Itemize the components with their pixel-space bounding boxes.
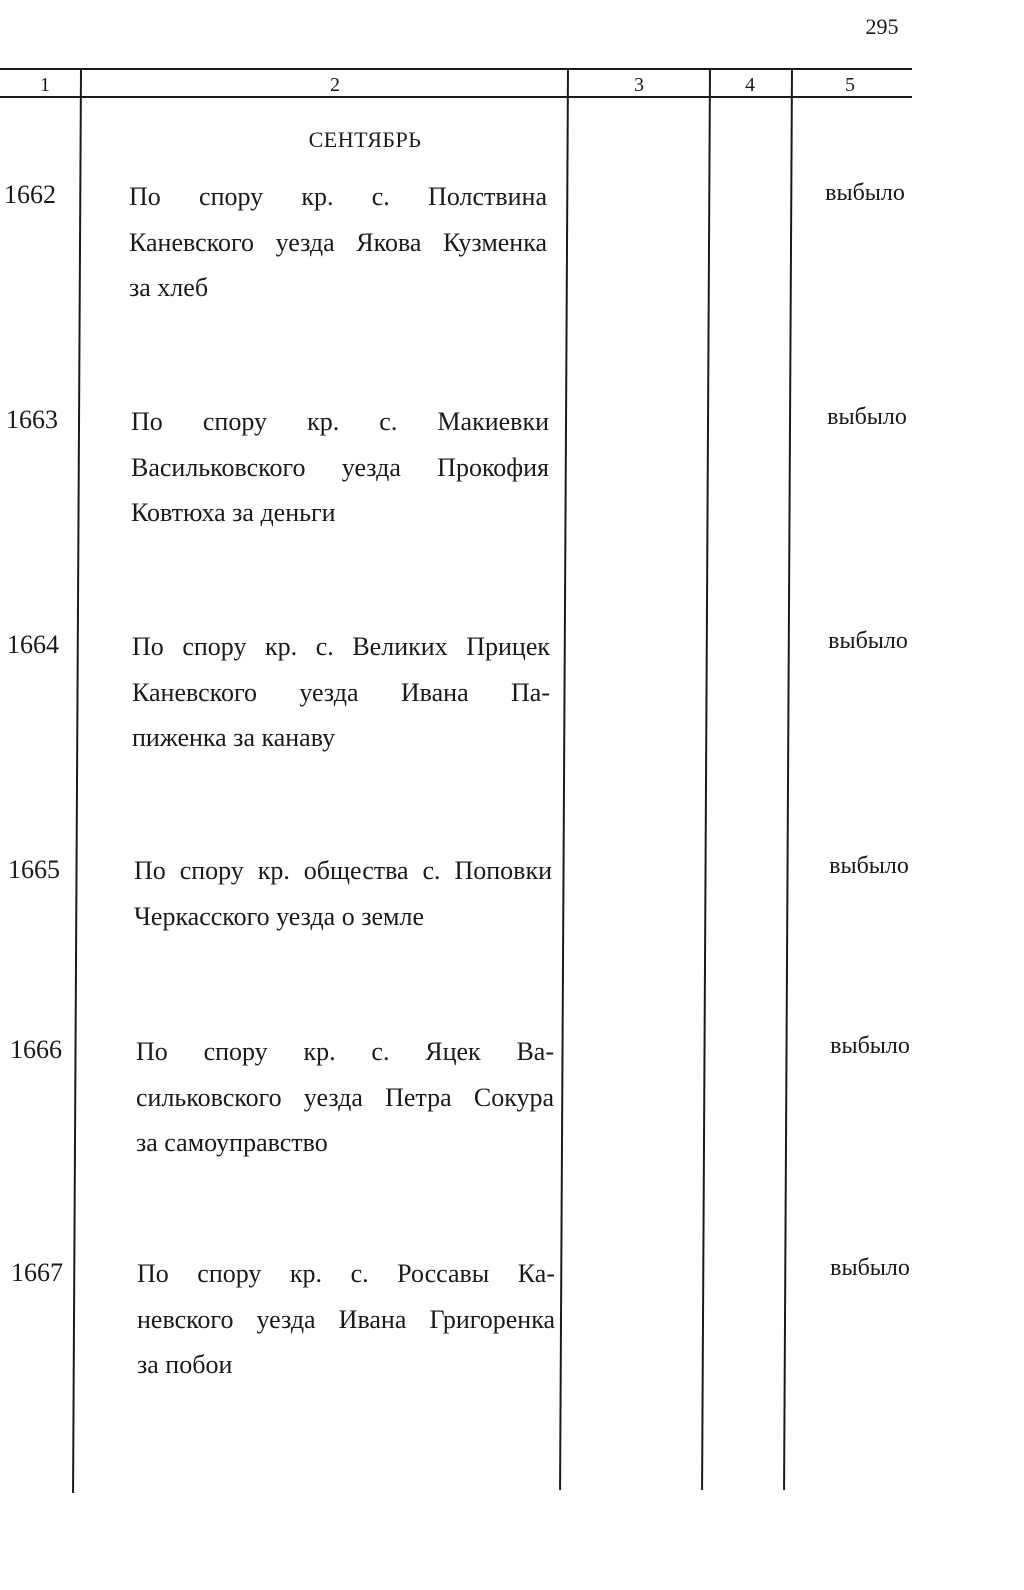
description-line: за побои [137,1350,233,1379]
table-header-rule [0,96,912,98]
description-line: Черкасского уезда о земле [134,901,424,931]
description-line: По спору кр. с. Яцек Ва- [136,1037,554,1066]
entry-status: выбыло [830,1033,910,1059]
description-line: пиженка за канаву [132,723,336,752]
description-line: По спору кр. общества с. Поповки [134,856,552,885]
entry-number: 1666 [10,1035,62,1064]
entry-number: 1664 [7,630,59,659]
description-line: По спору кр. с. Полствина [129,182,547,211]
table-top-rule [0,68,912,70]
column-number-3: 3 [634,74,644,96]
entry-description [137,1251,555,1388]
column-number-5: 5 [845,74,855,96]
entry-description [134,848,552,939]
entry-number: 1663 [6,405,58,434]
page-number: 295 [865,14,899,39]
entry-number: 1662 [4,180,56,209]
description-line: По спору кр. с. Великих Прицек [132,632,550,661]
entry-description [132,624,550,761]
column-divider-3 [701,68,711,1490]
entry-number: 1665 [8,855,60,884]
description-line: за самоуправство [136,1128,328,1157]
entry-status: выбыло [825,180,905,206]
description-line: Каневского уезда Якова Кузменка [129,227,547,257]
entry-status: выбыло [827,404,907,430]
description-line: невского уезда Ивана Григоренка [137,1304,555,1334]
column-number-1: 1 [40,74,50,96]
entry-description [129,174,547,311]
entry-status: выбыло [828,628,908,654]
description-line: за хлеб [129,273,209,302]
entry-number: 1667 [11,1258,63,1287]
column-divider-4 [783,68,793,1490]
description-line: По спору кр. с. Россавы Ка- [137,1259,555,1288]
description-line: Ковтюха за деньги [131,498,336,527]
entry-status: выбыло [829,853,909,879]
description-line: сильковского уезда Петра Сокура [136,1082,554,1112]
entry-status: выбыло [830,1255,910,1281]
entry-description [131,399,549,536]
description-line: По спору кр. с. Макиевки [131,407,549,436]
column-number-4: 4 [745,74,755,96]
month-heading: СЕНТЯБРЬ [308,127,422,152]
description-line: Каневского уезда Ивана Па- [132,677,550,707]
column-number-2: 2 [330,74,340,96]
entry-description [136,1029,554,1166]
description-line: Васильковского уезда Прокофия [131,452,549,482]
column-divider-2 [559,68,569,1490]
